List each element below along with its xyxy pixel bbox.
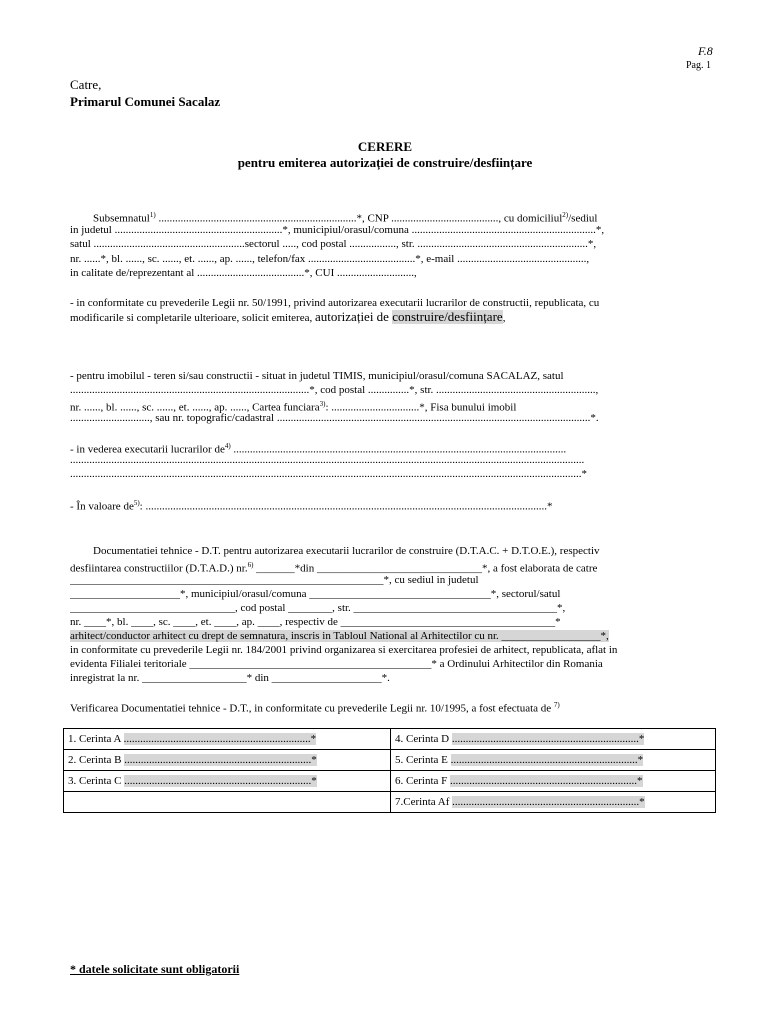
cerinta-d-field[interactable]: ....................................................................* — [451, 733, 645, 745]
cerinte-table — [63, 728, 716, 813]
property-line-3[interactable]: nr. ......, bl. ......, sc. ......, et. ......, ap. ......, Cartea funciara$^{3)}$: ................................*, Fisa bunului imobil — [70, 400, 517, 414]
cerinta-e-field[interactable]: ....................................................................* — [450, 754, 644, 766]
documentation-line-8: in conformitate cu prevederile Legii nr. 184/2001 privind organizarea si exercitarea profesiei de arhitect, republicata, aflat in — [70, 644, 618, 656]
table-row — [64, 771, 716, 792]
applicant-line-2[interactable]: in judetul .............................................................*, municipiul/orasul/comuna ...................................................................*, — [70, 224, 605, 236]
value-line[interactable]: - În valoare $de^{5)}$: ..................................................................................................................................................* — [70, 499, 553, 513]
cerinta-c-cell[interactable]: 3. Cerinta C ....................................................................* — [64, 771, 391, 792]
documentation-line-1: Documentatiei tehnice - D.T. pentru autorizarea executarii lucrarilor de construire (D.T.A.C. + D.T.O.E.), respectiv — [93, 545, 600, 557]
mandatory-note: * datele solicitate sunt obligatorii — [70, 962, 240, 976]
cerinta-a-cell[interactable]: 1. Cerinta A ....................................................................* — [64, 729, 391, 750]
documentation-line-9[interactable]: evidenta Filialei teritoriale ____________________________________________* a Ordinului Arhitectilor din Romania — [70, 658, 603, 670]
empty-cell — [64, 792, 391, 813]
recipient-name: Primarul Comunei Sacalaz — [70, 94, 221, 109]
applicant-line-5[interactable]: in calitate de/reprezentant al .......................................*, CUI ............................, — [70, 267, 417, 279]
documentation-line-4[interactable]: ____________________*, municipiul/orasul/comuna _________________________________*, sectorul/satul — [70, 588, 561, 600]
cerinta-af-field[interactable]: ....................................................................* — [452, 796, 645, 808]
cerinta-c-field[interactable]: ....................................................................* — [124, 775, 317, 787]
documentation-line-2[interactable]: desfiintarea constructiilor (D.T.A.D.) nr.$^{6)}$ _______*din ______________________________*, a fost elaborata de catre — [70, 561, 598, 575]
page-number: Pag. 1 — [686, 60, 711, 71]
conformity-line-2: modificarile si completarile ulterioare, solicit emiterea, autorizației de construire/desființare, — [70, 310, 506, 324]
document-subtitle: pentru emiterea autorizației de construire/desființare — [237, 155, 533, 170]
applicant-line-1[interactable]: Subsemnatul$^{1)}$ ........................................................................*, CNP ......................................., cu domiciliul$^{2)}$/sediul — [93, 211, 598, 225]
cerinta-f-cell[interactable]: 6. Cerinta F ....................................................................* — [391, 771, 716, 792]
documentation-line-6[interactable]: nr. ____*, bl. ____, sc. ____, et. ____, ap. ____, respectiv de _______________________________________* — [70, 616, 561, 628]
works-line-2[interactable]: ........................................................................................................................................................................................... — [70, 454, 585, 466]
form-code: F.8 — [698, 44, 713, 58]
table-row — [64, 792, 716, 813]
works-line-3[interactable]: ..........................................................................................................................................................................................* — [70, 468, 587, 480]
property-line-2[interactable]: .......................................................................................*, cod postal ...............*, str. .........................................................., — [70, 384, 599, 396]
cerinta-f-field[interactable]: ....................................................................* — [450, 775, 643, 787]
property-line-4[interactable]: ............................., sau nr. topografic/cadastral ..................................................................................................................*. — [70, 412, 599, 424]
documentation-line-7[interactable]: arhitect/conductor arhitect cu drept de semnatura, inscris in Tabloul National al Arhitectilor cu nr. __________________*, — [70, 630, 609, 642]
verification-line: Verificarea Documentatiei tehnice - D.T., in conformitate cu prevederile Legii nr. 10/1995, a fost efectuata de $^{7)}$ — [70, 701, 560, 715]
cerinta-a-field[interactable]: ....................................................................* — [123, 733, 317, 745]
table-row — [64, 750, 716, 771]
documentation-line-10[interactable]: inregistrat la nr. ___________________* din ____________________*. — [70, 672, 390, 684]
property-line-1: - pentru imobilul - teren si/sau constructii - situat in judetul TIMIS, municipiul/orasul/comuna SACALAZ, satul — [70, 370, 564, 382]
cerinta-af-cell[interactable]: 7.Cerinta Af ....................................................................* — [391, 792, 716, 813]
construire-desfiintare-field[interactable]: construire/desființare — [392, 310, 503, 324]
cerinta-b-cell[interactable]: 2. Cerinta B ....................................................................* — [64, 750, 391, 771]
conformity-line-1: - in conformitate cu prevederile Legii nr. 50/1991, privind autorizarea executarii lucrarilor de constructii, republicata, cu — [70, 297, 600, 309]
applicant-line-4[interactable]: nr. ......*, bl. ......, sc. ......, et. ......, ap. ......, telefon/fax .......................................*, e-mail ..............................................., — [70, 253, 590, 265]
cerinta-b-field[interactable]: ....................................................................* — [124, 754, 317, 766]
documentation-line-3[interactable]: _________________________________________________________*, cu sediul in judetul — [70, 574, 479, 586]
applicant-line-3[interactable]: satul .......................................................sectorul ....., cod postal ................., str. ..............................................................*, — [70, 238, 597, 250]
recipient-catre: Catre, — [70, 77, 102, 92]
documentation-line-5[interactable]: ______________________________, cod postal ________, str. _____________________________________*, — [70, 602, 566, 614]
works-line-1[interactable]: - in vederea executarii lucrarilor $de^{4)}$ ......................................................................................................................... — [70, 442, 567, 456]
document-title: CERERE — [357, 139, 413, 154]
cerinta-e-cell[interactable]: 5. Cerinta E ....................................................................* — [391, 750, 716, 771]
table-row — [64, 729, 716, 750]
cerinta-d-cell[interactable]: 4. Cerinta D ....................................................................* — [391, 729, 716, 750]
